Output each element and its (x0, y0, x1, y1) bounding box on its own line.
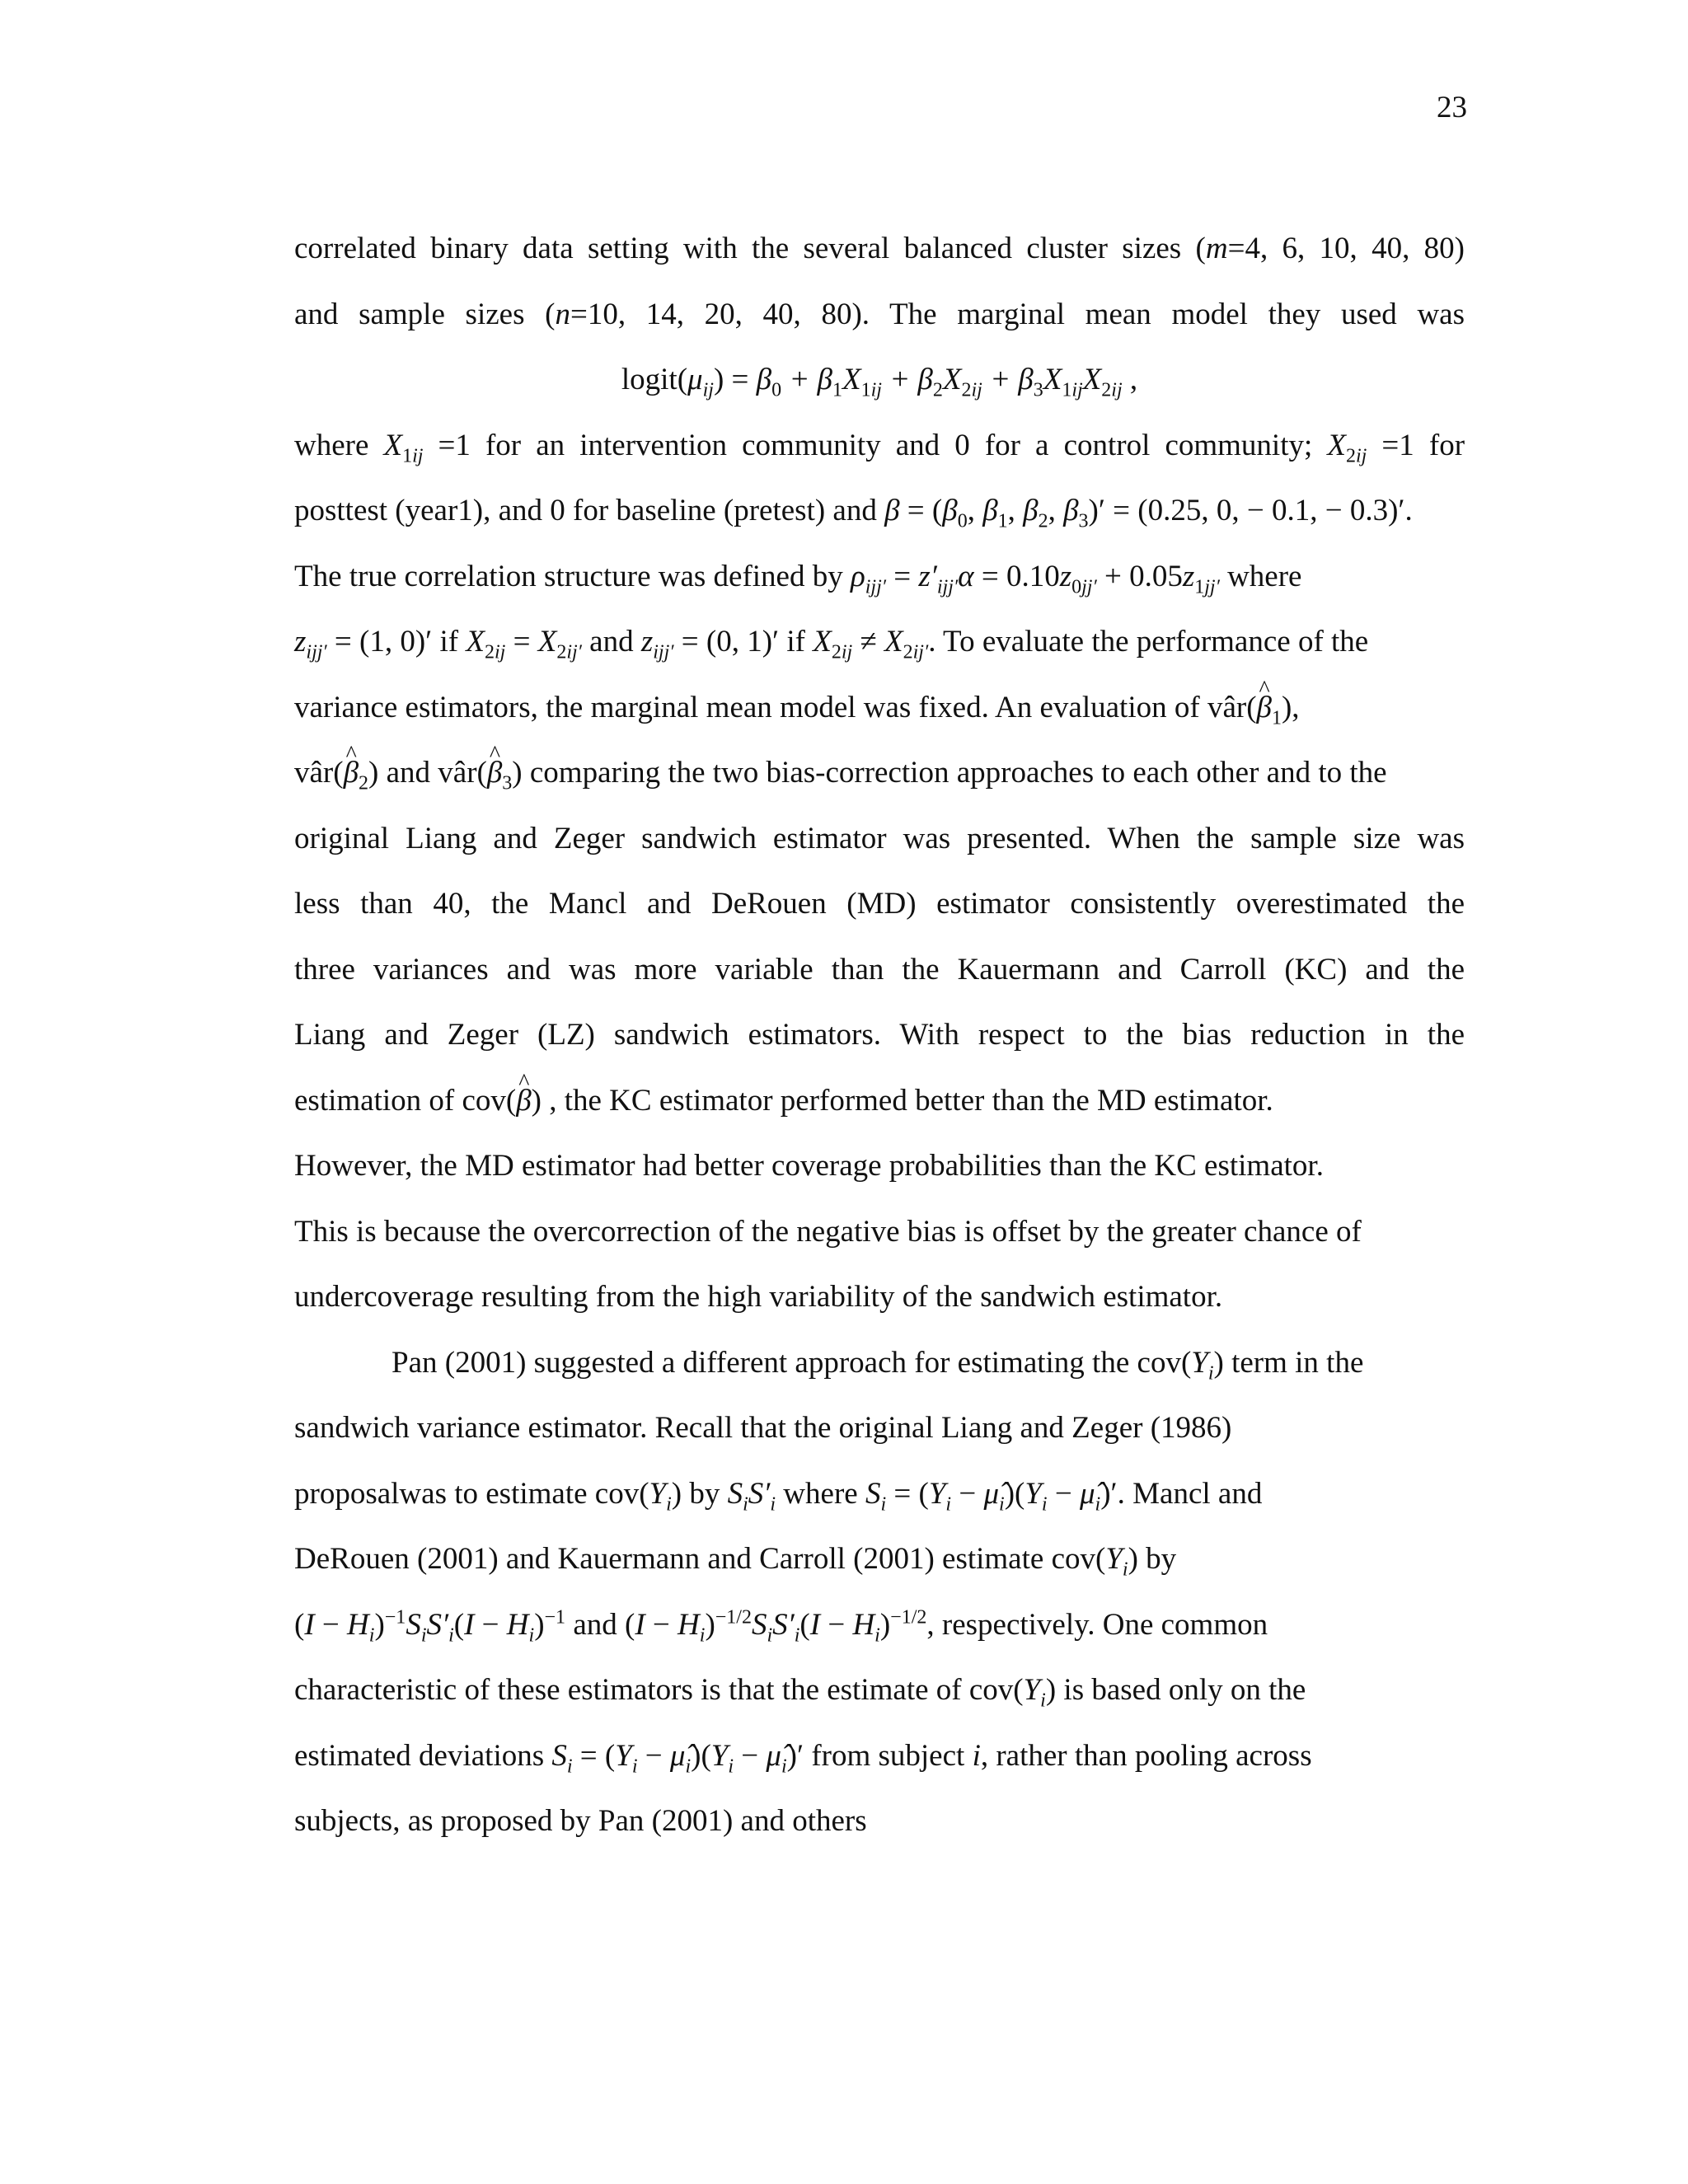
text-line: estimation of cov(^ β) , the KC estimator performed better than the MD estimator. (294, 1068, 1465, 1134)
text-line: and sample sizes (n=10, 14, 20, 40, 80). The marginal mean model they used was (294, 297, 1465, 331)
text-line: undercoverage resulting from the high variability of the sandwich estimator. (294, 1280, 1223, 1314)
text-line: three variances and was more variable than the Kauermann and Carroll (KC) and the (294, 952, 1465, 987)
text-line: variance estimators, the marginal mean model was fixed. An evaluation of vâr(^ $\beta_1$), (294, 675, 1465, 741)
text-line: correlated binary data setting with the several balanced cluster sizes (m=4, 6, 10, 40, 80) (294, 232, 1465, 265)
text-line: The true correlation structure was defined by $\rho_{ijj'} = z'_{ijj'}\alpha = 0.10z_{0jj'} + 0.05z_{1jj'}$ where (294, 559, 1302, 598)
text-line: $z_{ijj'} = (1$, 0)′ if $X_{2ij} = X_{2ij'}$ and $z_{ijj'} = (0$, 1)′ if $X_{2ij} \ne X_{2ij'}$. To evaluate the performance of the (294, 625, 1369, 663)
text-line: characteristic of these estimators is that the estimate of $cov(Y_i)$ is based only on the (294, 1673, 1306, 1712)
text-line: However, the MD estimator had better coverage probabilities than the KC estimator. (294, 1149, 1324, 1183)
text-line: DeRouen (2001) and Kauermann and Carroll (2001) estimate $cov(Y_i)$ by (294, 1542, 1177, 1581)
text-line: where $X_{1ij} =1$ for an intervention community and 0 for a control community; $X_{2ij} =1$ for (294, 428, 1465, 466)
text-line: subjects, as proposed by Pan (2001) and others (294, 1804, 867, 1838)
text-line: This is because the overcorrection of the negative bias is offset by the greater chance of (294, 1214, 1362, 1249)
text-line: Pan (2001) suggested a different approach for estimating the $cov(Y_i)$ term in the (392, 1345, 1364, 1384)
text-line: less than 40, the Mancl and DeRouen (MD) estimator consistently overestimated the (294, 887, 1465, 921)
text-line: vâr(^ $\beta_2$) and vâr(^ $\beta_3$) comparing the two bias-correction approaches to each other and to the (294, 740, 1465, 806)
text-line: $(I - H_i)^{-1}S_iS'_i(I - H_i)^{-1}$ and $(I - H_i)^{-1/2}S_iS'_i(I - H_i)^{-1/2}$, respectively. One common (294, 1606, 1268, 1646)
text-line: sandwich variance estimator. Recall that the original Liang and Zeger (1986) (294, 1411, 1232, 1445)
text-line: proposalwas to estimate $cov(Y_i)$ by $S_iS'_i$ where $S_i = (Y_i$ − $\mû_i)(Y_i$ − $\mû_i)'$. Mancl and (294, 1476, 1263, 1515)
body-text (294, 216, 1465, 1854)
text-line: original Liang and Zeger sandwich estimator was presented. When the sample size was (294, 821, 1465, 855)
text-line: posttest (year1), and 0 for baseline (pretest) and $\beta = (\beta_0$, $\beta_1$, $\beta_2$, $\beta_3)' = (0.25$, 0, − 0.1, − 0.3)′. (294, 494, 1413, 532)
page-number: 23 (1437, 91, 1467, 124)
text-line: Liang and Zeger (LZ) sandwich estimators. With respect to the bias reduction in the (294, 1018, 1465, 1052)
equation-marginal-mean-model: $logit(\mu_{ij}) = \beta_0 + \beta_1X_{1ij} + \beta_2X_{2ij} + \beta_3X_{1ij}X_{2ij}$ , (621, 363, 1138, 401)
text-line: estimated deviations $S_i = (Y_i$ − $\mû_i)(Y_i$ − $\mû_i)'$ from subject i, rather than pooling across (294, 1738, 1312, 1777)
